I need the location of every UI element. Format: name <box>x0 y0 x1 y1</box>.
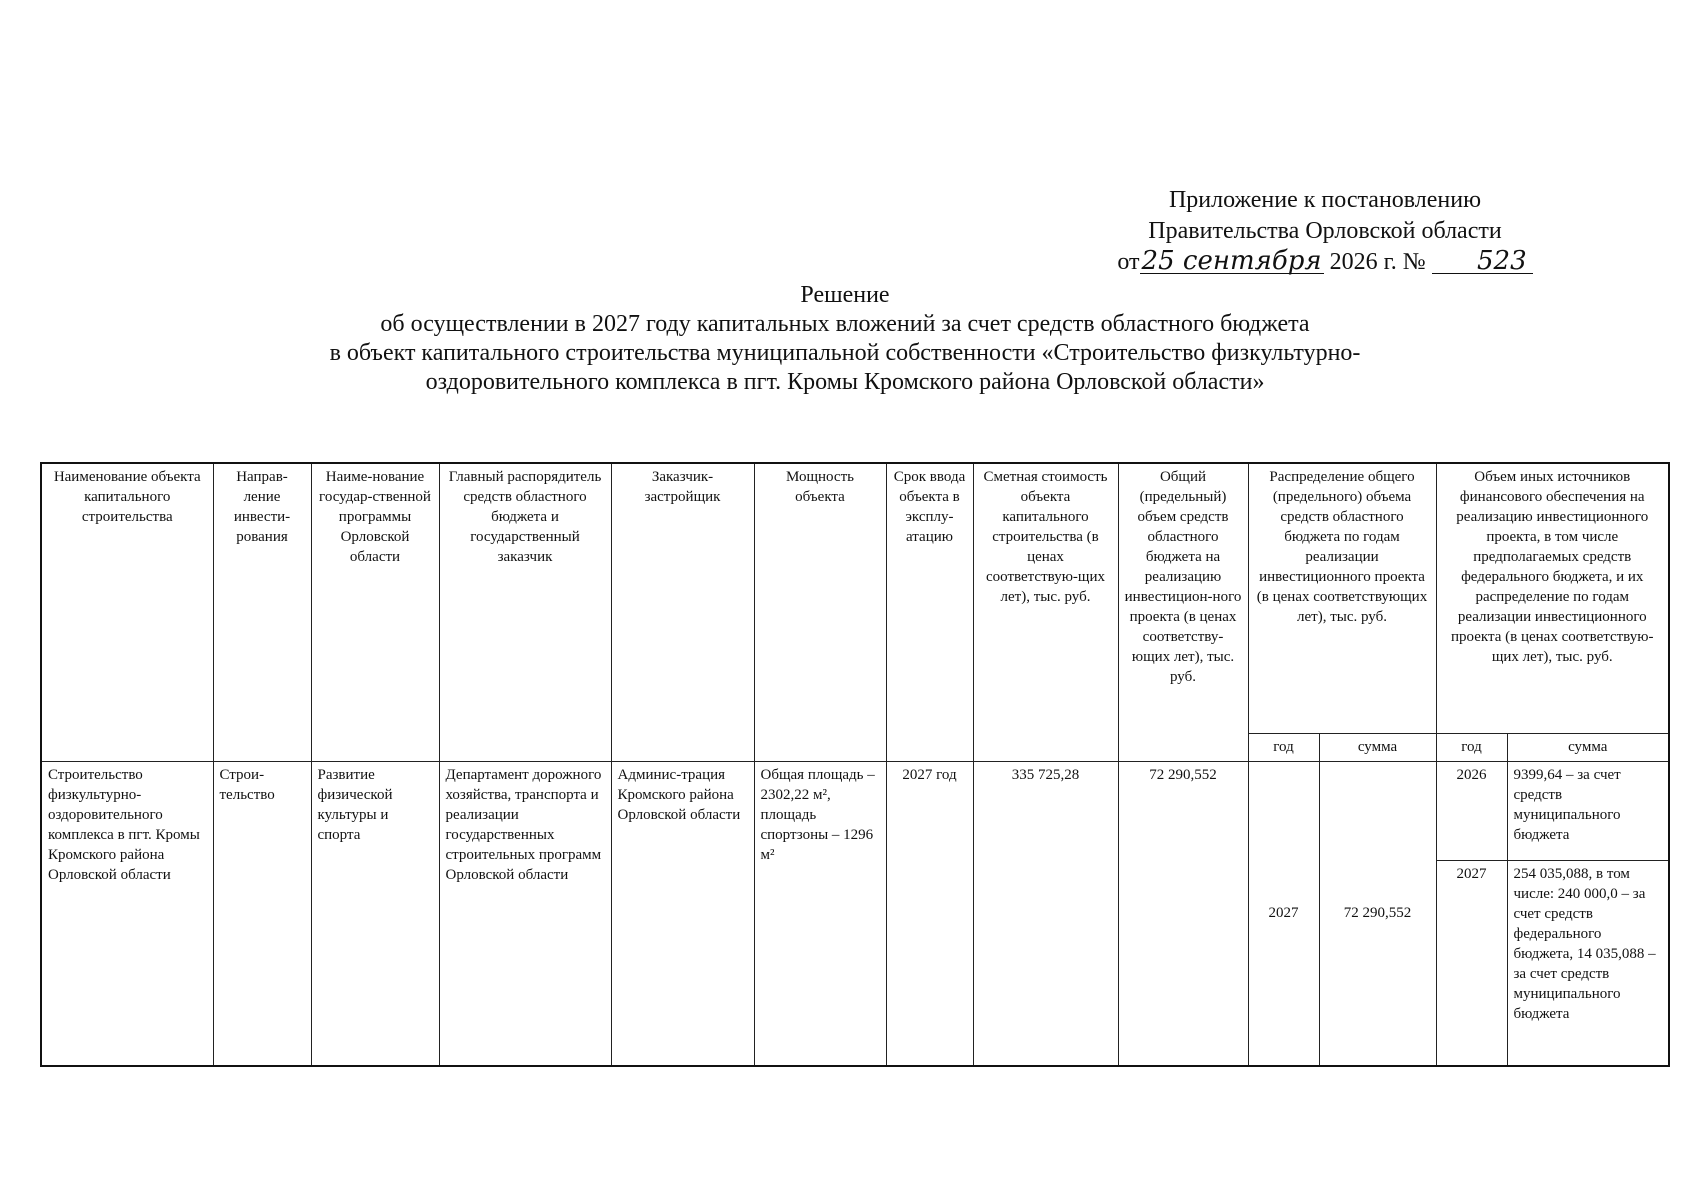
cell-manager: Департамент дорожного хозяйства, транспорта и реализации государственных строительных программ Орловской области <box>439 761 611 1066</box>
document-title <box>120 281 1570 397</box>
cell-capacity: Общая площадь – 2302,22 м², площадь спортзоны – 1296 м² <box>754 761 886 1066</box>
cell-deadline: 2027 год <box>886 761 973 1066</box>
cell-name: Строительство физкультурно-оздоровительного комплекса в пгт. Кромы Кромского района Орловской области <box>41 761 213 1066</box>
title-line-1: Решение <box>800 282 890 308</box>
title-line-3: в объект капитального строительства муниципальной собственности «Строительство физкультурно- <box>329 340 1361 366</box>
header-year: год <box>1248 733 1319 761</box>
handwritten-number: 523 <box>1432 249 1533 274</box>
header-customer: Заказчик-застройщик <box>611 463 754 761</box>
header-deadline: Срок ввода объекта в эксплу-атацию <box>886 463 973 761</box>
header-sum: сумма <box>1319 733 1436 761</box>
handwritten-date: 25 сентября <box>1141 246 1322 276</box>
header-year-other: год <box>1436 733 1507 761</box>
cell-other-sum-2: 254 035,088, в том числе: 240 000,0 – за счет средств федерального бюджета, 14 035,088 – за счет средств муниципального бюджета <box>1507 860 1669 1066</box>
investment-table <box>40 462 1670 1067</box>
title-line-2: об осуществлении в 2027 году капитальных вложений за счет средств областного бюджета <box>380 311 1310 337</box>
header-capacity: Мощность объекта <box>754 463 886 761</box>
cell-dist-sum: 72 290,552 <box>1319 761 1436 1066</box>
table-row <box>41 761 1669 860</box>
date-suffix: 2026 г. № <box>1323 249 1426 275</box>
cell-program: Развитие физической культуры и спорта <box>311 761 439 1066</box>
header-cost: Сметная стоимость объекта капитального строительства (в ценах соответствую-щих лет), тыс. руб. <box>973 463 1118 761</box>
header-name: Наименование объекта капитального строительства <box>41 463 213 761</box>
header-sum-other: сумма <box>1507 733 1669 761</box>
title-line-4: оздоровительного комплекса в пгт. Кромы Кромского района Орловской области» <box>425 369 1265 395</box>
header-distribution: Распределение общего (предельного) объема средств областного бюджета по годам реализации инвестиционного проекта (в ценах соответствующих лет), тыс. руб. <box>1248 463 1436 733</box>
appendix-date-line <box>1085 247 1565 278</box>
cell-cost: 335 725,28 <box>973 761 1118 1066</box>
date-prefix: от <box>1117 249 1140 275</box>
appendix-line-2: Правительства Орловской области <box>1148 218 1502 244</box>
header-direction: Направ-ление инвести-рования <box>213 463 311 761</box>
cell-dist-year: 2027 <box>1248 761 1319 1066</box>
cell-other-year-2: 2027 <box>1436 860 1507 1066</box>
header-total: Общий (предельный) объем средств областного бюджета на реализацию инвестицион-ного проекта (в ценах соответству-ющих лет), тыс. руб. <box>1118 463 1248 761</box>
cell-other-year-1: 2026 <box>1436 761 1507 860</box>
appendix-block <box>1085 185 1565 278</box>
header-program: Наиме-нование государ-ственной программы Орловской области <box>311 463 439 761</box>
header-manager: Главный распорядитель средств областного бюджета и государственный заказчик <box>439 463 611 761</box>
appendix-line-1: Приложение к постановлению <box>1168 187 1482 213</box>
cell-customer: Админис-трация Кромского района Орловской области <box>611 761 754 1066</box>
cell-other-sum-1: 9399,64 – за счет средств муниципального бюджета <box>1507 761 1669 860</box>
header-other-sources: Объем иных источников финансового обеспечения на реализацию инвестиционного проекта, в том числе предполагаемых средств федерального бюджета, и их распределение по годам реализации инвестиционного проекта (в ценах соответствую-щих лет), тыс. руб. <box>1436 463 1669 733</box>
cell-total: 72 290,552 <box>1118 761 1248 1066</box>
cell-direction: Строи-тельство <box>213 761 311 1066</box>
